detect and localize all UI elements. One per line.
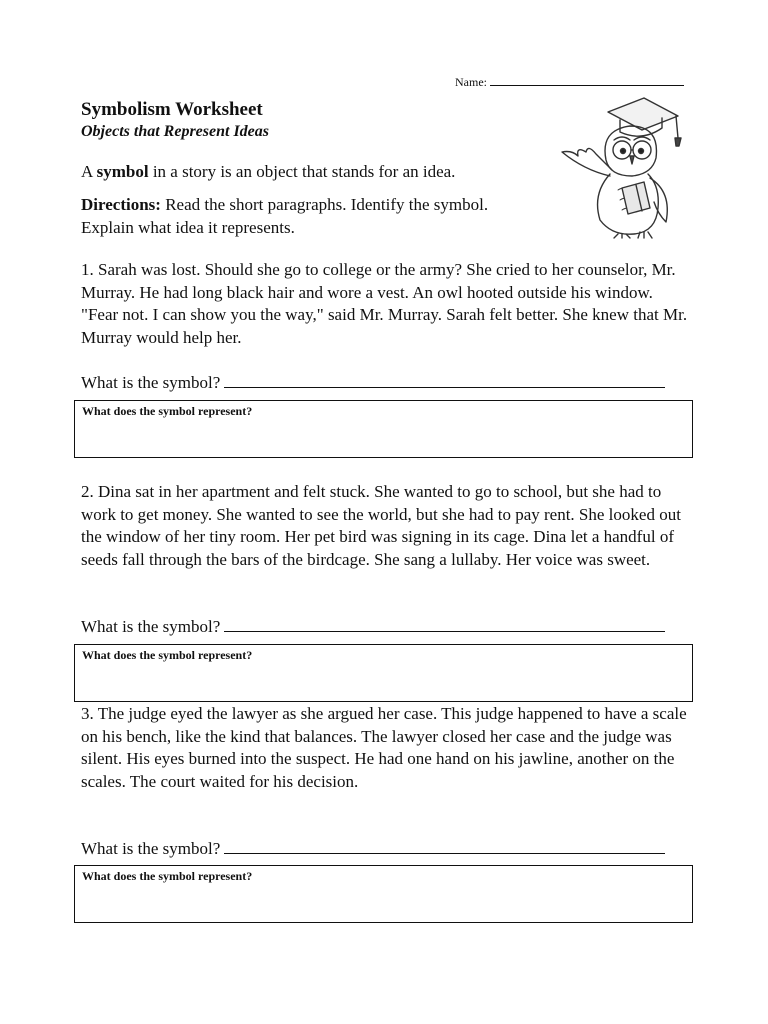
definition-prefix: A <box>81 162 97 181</box>
worksheet-title: Symbolism Worksheet <box>81 99 263 120</box>
symbol-answer-line-2[interactable] <box>224 614 665 632</box>
directions-text: Read the short paragraphs. Identify the symbol. Explain what idea it represents. <box>81 195 489 237</box>
symbol-answer-line-1[interactable] <box>224 370 665 388</box>
directions-label: Directions: <box>81 195 161 214</box>
name-blank-line[interactable] <box>490 74 684 86</box>
passage-2: 2. Dina sat in her apartment and felt stuck. She wanted to go to school, but she had to work to get money. She wanted to see the world, but she had to pay rent. She looked out the window of her tiny room. Her pet bird was signing in its cage. Dina let a handful of seeds fall through the bars of the birdcage. She sang a lullaby. Her voice was sweet. <box>81 482 681 569</box>
passage-3: 3. The judge eyed the lawyer as she argued her case. This judge happened to have a scale on his bench, like the kind that balances. The lawyer closed her case and the judge was silent. His eyes burned into the suspect. He had one hand on his jawline, another on the scales. The court waited for his decision. <box>81 704 687 791</box>
definition-rest: in a story is an object that stands for an idea. <box>148 162 456 181</box>
represent-answer-box-2[interactable] <box>74 644 693 702</box>
represent-answer-box-3[interactable] <box>74 865 693 923</box>
name-label: Name: <box>455 75 487 89</box>
symbol-question-3 <box>81 836 665 859</box>
represent-prompt-2: What does the symbol represent? <box>82 648 253 662</box>
symbol-prompt-3: What is the symbol? <box>81 839 221 858</box>
symbol-question-1 <box>81 370 665 393</box>
symbol-prompt-2: What is the symbol? <box>81 617 221 636</box>
represent-answer-box-1[interactable] <box>74 400 693 458</box>
represent-prompt-1: What does the symbol represent? <box>82 404 253 418</box>
directions <box>81 194 501 239</box>
symbol-definition <box>81 161 455 184</box>
represent-prompt-3: What does the symbol represent? <box>82 869 253 883</box>
passage-1: 1. Sarah was lost. Should she go to college or the army? She cried to her counselor, Mr. Murray. He had long black hair and wore a vest. An owl hooted outside his window. "Fear not. I can show you the way," said Mr. Murray. Sarah felt better. She knew that Mr. Murray would help her. <box>81 260 688 347</box>
symbol-question-2 <box>81 614 665 637</box>
owl-graduate-icon <box>548 90 688 240</box>
name-field[interactable] <box>455 74 684 90</box>
worksheet-subtitle: Objects that Represent Ideas <box>81 123 269 140</box>
symbol-answer-line-3[interactable] <box>224 836 665 854</box>
symbol-prompt-1: What is the symbol? <box>81 373 221 392</box>
definition-term: symbol <box>96 162 149 181</box>
